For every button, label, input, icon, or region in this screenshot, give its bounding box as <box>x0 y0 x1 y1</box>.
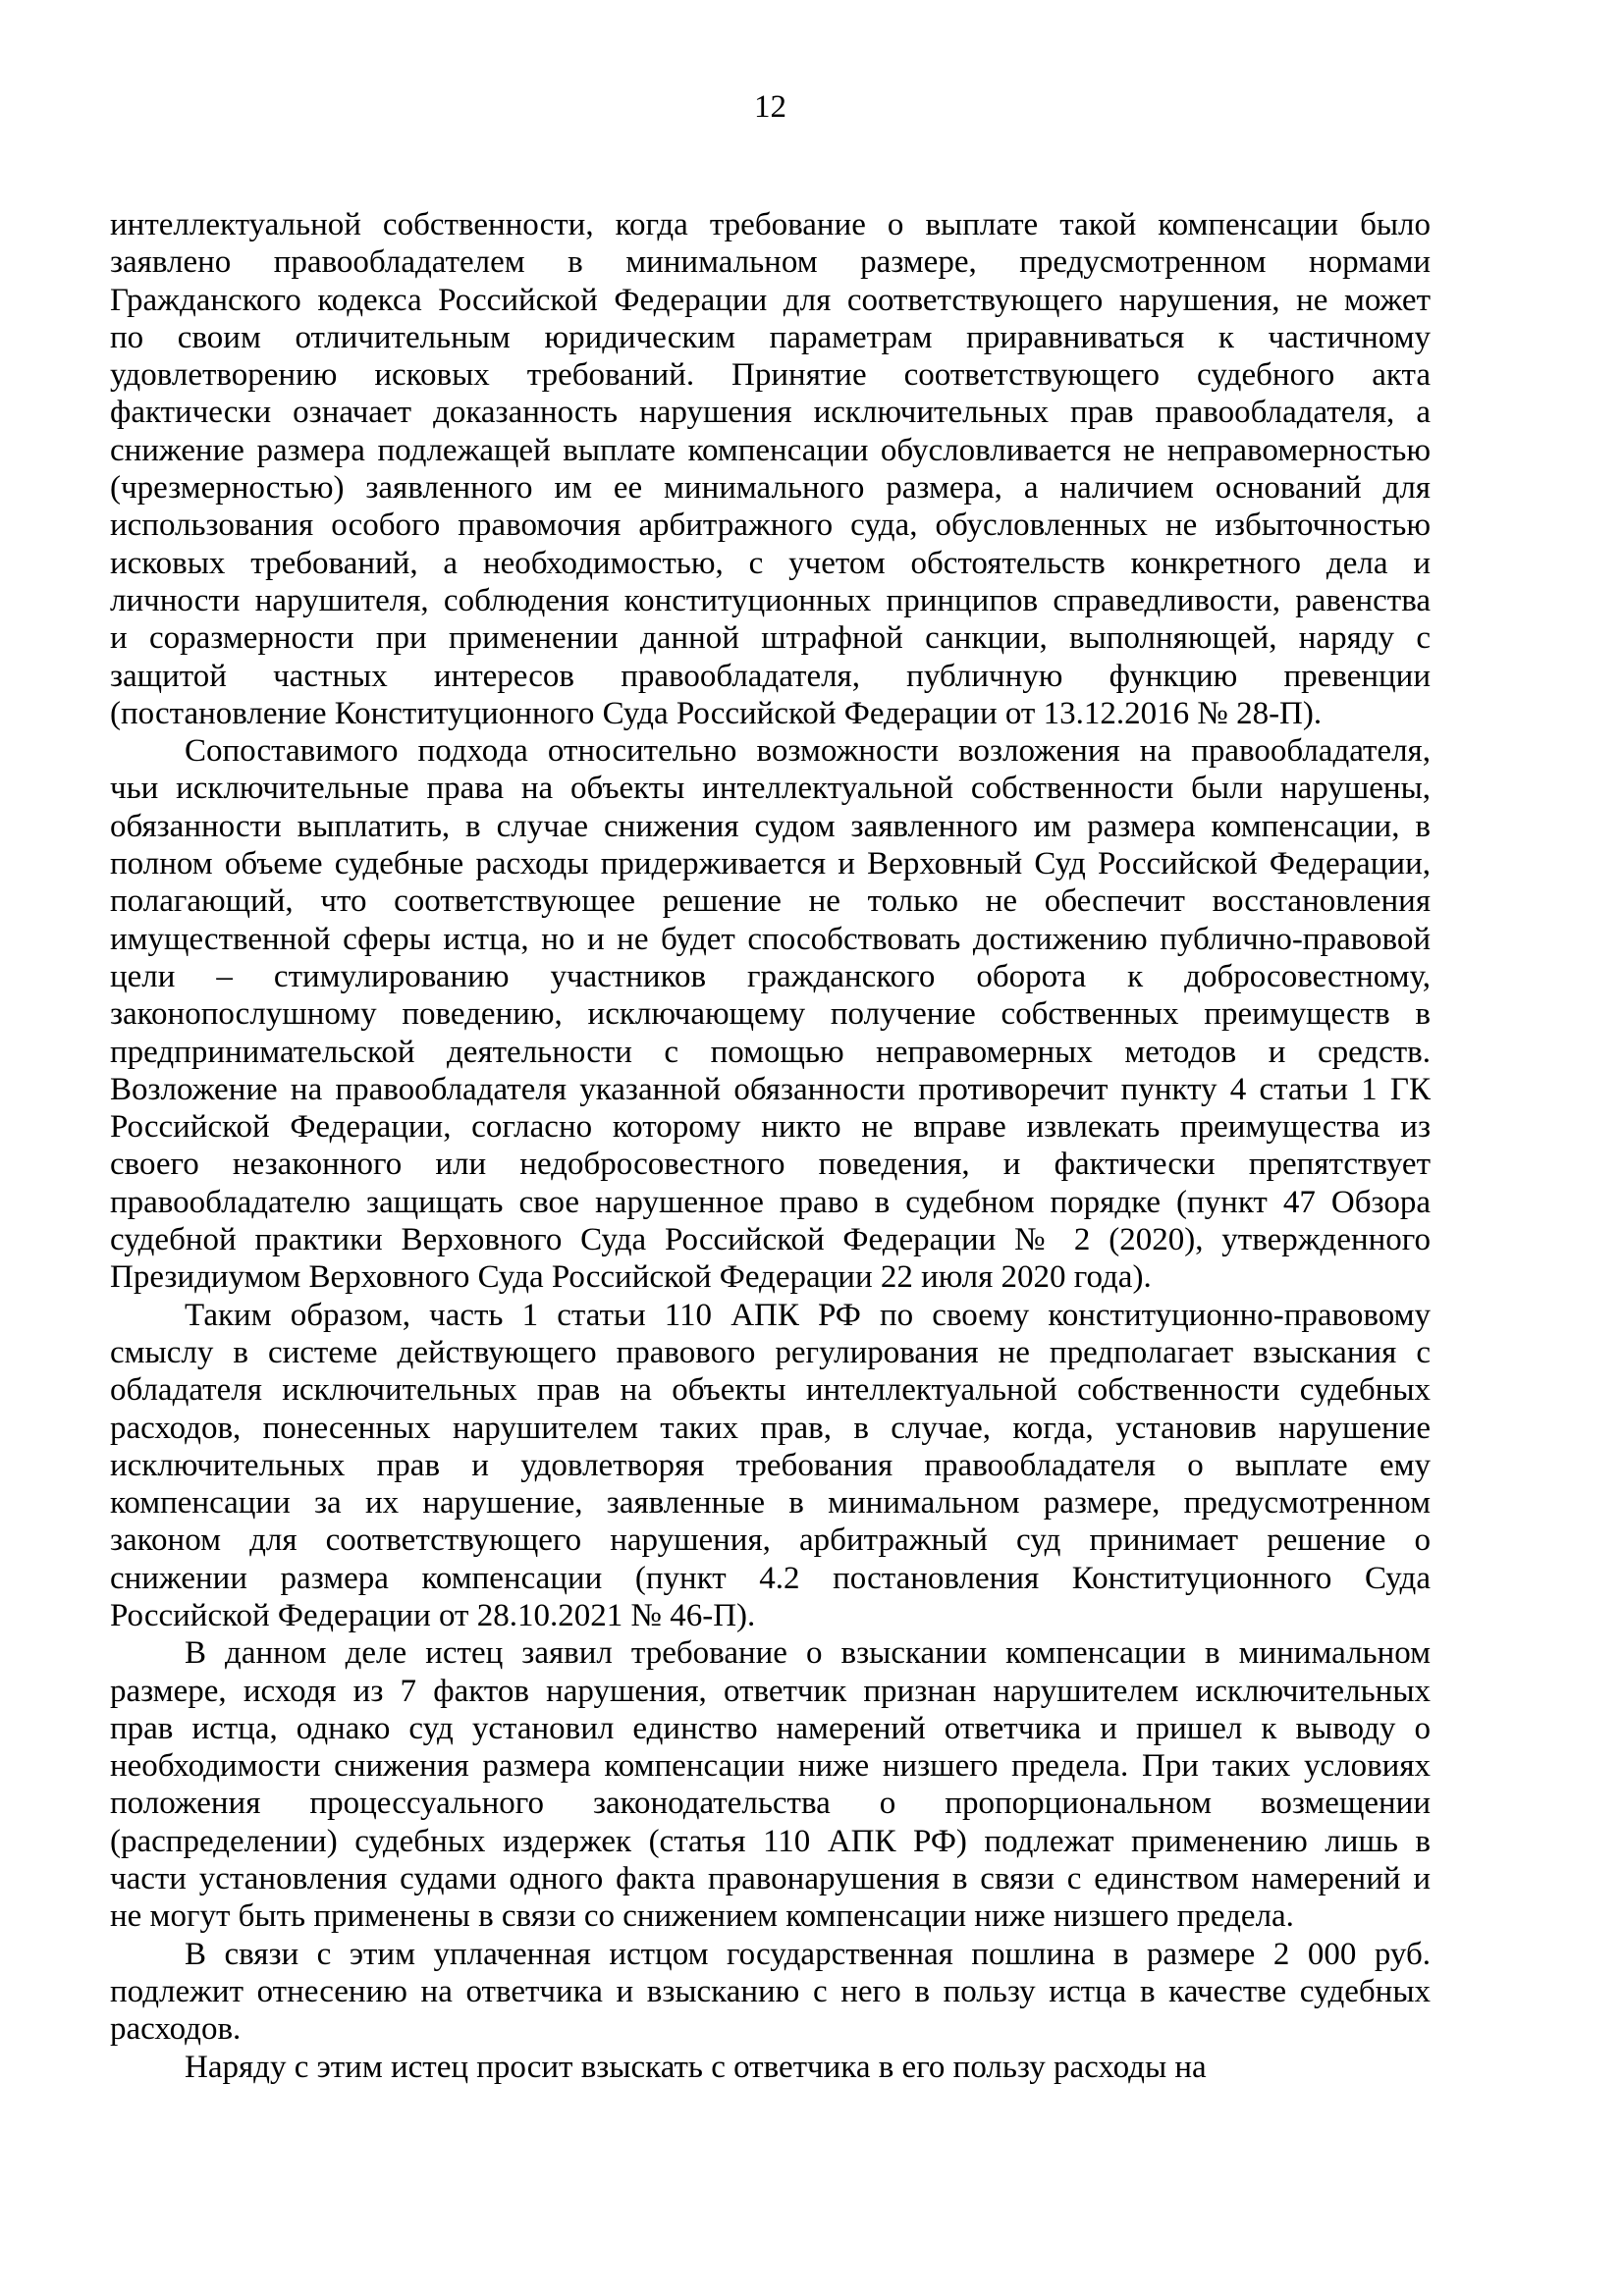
text-line: правообладателю защищать свое нарушенное право в судебном порядке (пункт 47 Обзора <box>110 1184 1431 1220</box>
text-line: имущественной сферы истца, но и не будет способствовать достижению публично-правовой <box>110 921 1431 957</box>
text-line: чьи исключительные права на объекты интеллектуальной собственности были нарушены, <box>110 771 1431 807</box>
text-line: (постановление Конституционного Суда Российской Федерации от 13.12.2016 № 28-П). <box>110 695 1323 731</box>
text-line: Президиумом Верховного Суда Российской Федерации 22 июля 2020 года). <box>110 1259 1152 1296</box>
text-line: прав истца, однако суд установил единство намерений ответчика и пришел к выводу о <box>110 1710 1431 1746</box>
text-line: исключительных прав и удовлетворяя требования правообладателя о выплате ему <box>110 1447 1431 1483</box>
text-line: интеллектуальной собственности, когда требование о выплате такой компенсации было <box>110 207 1431 242</box>
text-line: Гражданского кодекса Российской Федерации для соответствующего нарушения, не может <box>110 282 1431 318</box>
text-line: полном объеме судебные расходы придерживается и Верховный Суд Российской Федерации, <box>110 846 1431 882</box>
text-line: части установления судами одного факта правонарушения в связи с единством намерений и <box>110 1861 1431 1897</box>
text-line: защитой частных интересов правообладателя, публичную функцию превенции <box>110 658 1431 694</box>
text-line: компенсации за их нарушение, заявленные в минимальном размере, предусмотренном <box>110 1485 1431 1522</box>
text-line: расходов, понесенных нарушителем таких прав, в случае, когда, установив нарушение <box>110 1410 1431 1446</box>
text-line: Возложение на правообладателя указанной обязанности противоречит пункту 4 статьи 1 ГК <box>110 1071 1431 1107</box>
text-line: не могут быть применены в связи со снижением компенсации ниже низшего предела. <box>110 1898 1294 1935</box>
text-line: подлежит отнесению на ответчика и взысканию с него в пользу истца в качестве судебных <box>110 1973 1431 2009</box>
document-body <box>110 206 1431 2086</box>
text-line: В связи с этим уплаченная истцом государственная пошлина в размере 2 000 руб. <box>185 1936 1431 1972</box>
text-line: Сопоставимого подхода относительно возможности возложения на правообладателя, <box>185 733 1431 770</box>
page-number: 12 <box>754 89 786 125</box>
text-line: своего незаконного или недобросовестного поведения, и фактически препятствует <box>110 1147 1431 1183</box>
text-line: Наряду с этим истец просит взыскать с ответчика в его пользу расходы на <box>185 2049 1207 2085</box>
text-line: обладателя исключительных прав на объекты интеллектуальной собственности судебных <box>110 1372 1431 1409</box>
text-line: размере, исходя из 7 фактов нарушения, ответчик признан нарушителем исключительных <box>110 1673 1431 1709</box>
text-line: положения процессуального законодательства о пропорциональном возмещении <box>110 1786 1431 1822</box>
text-line: обязанности выплатить, в случае снижения судом заявленного им размера компенсации, в <box>110 808 1431 844</box>
text-line: заявлено правообладателем в минимальном размере, предусмотренном нормами <box>110 244 1431 281</box>
text-line: (чрезмерностью) заявленного им ее минимального размера, а наличием оснований для <box>110 470 1431 507</box>
text-line: необходимости снижения размера компенсации ниже низшего предела. При таких условиях <box>110 1748 1431 1785</box>
text-line: законопослушному поведению, исключающему получение собственных преимуществ в <box>110 996 1431 1033</box>
text-line: цели – стимулированию участников гражданского оборота к добросовестному, <box>110 958 1431 994</box>
text-line: снижение размера подлежащей выплате компенсации обусловливается не неправомерностью <box>110 432 1431 468</box>
text-line: Российской Федерации, согласно которому никто не вправе извлекать преимущества из <box>110 1109 1431 1146</box>
text-line: удовлетворению исковых требований. Принятие соответствующего судебного акта <box>110 357 1431 394</box>
text-line: по своим отличительным юридическим параметрам приравниваться к частичному <box>110 319 1431 355</box>
text-line: В данном деле истец заявил требование о взыскании компенсации в минимальном <box>185 1635 1431 1672</box>
text-line: полагающий, что соответствующее решение не только не обеспечит восстановления <box>110 883 1431 920</box>
text-line: расходов. <box>110 2011 242 2048</box>
text-line: судебной практики Верховного Суда Российской Федерации № 2 (2020), утвержденного <box>110 1222 1431 1258</box>
text-line: личности нарушителя, соблюдения конституционных принципов справедливости, равенства <box>110 582 1431 618</box>
text-line: Российской Федерации от 28.10.2021 № 46-П). <box>110 1597 756 1633</box>
text-line: (распределении) судебных издержек (статья 110 АПК РФ) подлежат применению лишь в <box>110 1823 1431 1859</box>
text-line: предпринимательской деятельности с помощью неправомерных методов и средств. <box>110 1034 1431 1070</box>
text-line: Таким образом, часть 1 статьи 110 АПК РФ по своему конституционно-правовому <box>185 1297 1431 1333</box>
text-line: и соразмерности при применении данной штрафной санкции, выполняющей, наряду с <box>110 620 1431 657</box>
text-line: использования особого правомочия арбитражного суда, обусловленных не избыточностью <box>110 507 1431 544</box>
text-line: исковых требований, а необходимостью, с учетом обстоятельств конкретного дела и <box>110 545 1431 581</box>
text-line: фактически означает доказанность нарушения исключительных прав правообладателя, а <box>110 395 1431 431</box>
text-line: законом для соответствующего нарушения, арбитражный суд принимает решение о <box>110 1522 1431 1559</box>
text-line: снижении размера компенсации (пункт 4.2 постановления Конституционного Суда <box>110 1560 1431 1596</box>
text-line: смыслу в системе действующего правового регулирования не предполагает взыскания с <box>110 1334 1431 1370</box>
